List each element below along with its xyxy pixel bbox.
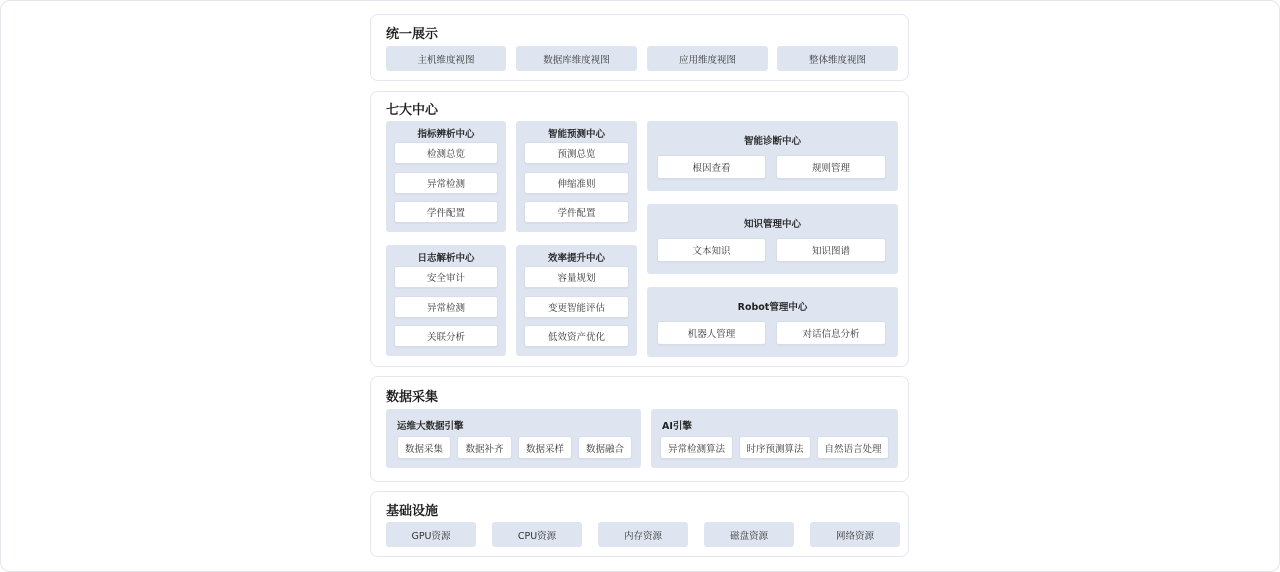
chip-disk[interactable]: 磁盘资源 bbox=[704, 522, 794, 547]
item-root-cause[interactable]: 根因查看 bbox=[657, 155, 766, 179]
panel-prediction-center bbox=[516, 121, 637, 232]
chip-cpu[interactable]: CPU资源 bbox=[492, 522, 582, 547]
panel-log-center bbox=[386, 245, 506, 356]
section-title: 七大中心 bbox=[386, 103, 439, 118]
panel-title: AI引擎 bbox=[662, 421, 692, 432]
item-data-sampling[interactable]: 数据采样 bbox=[518, 436, 572, 459]
section-seven-centers bbox=[370, 91, 909, 367]
panel-robot-center bbox=[647, 287, 898, 357]
section-unified-display bbox=[370, 14, 909, 81]
panel-title: 智能预测中心 bbox=[547, 129, 605, 140]
item-data-fusion[interactable]: 数据融合 bbox=[578, 436, 632, 459]
panel-title: Robot管理中心 bbox=[737, 302, 808, 313]
item-scaling-rules[interactable]: 伸缩准则 bbox=[524, 172, 629, 194]
panel-ai-engine bbox=[651, 409, 898, 468]
panel-title: 智能诊断中心 bbox=[743, 136, 801, 147]
item-detection-overview[interactable]: 检测总览 bbox=[394, 142, 498, 164]
item-robot-management[interactable]: 机器人管理 bbox=[657, 321, 766, 345]
item-security-audit[interactable]: 安全审计 bbox=[394, 266, 498, 288]
section-title: 统一展示 bbox=[386, 27, 439, 42]
item-correlation-analysis[interactable]: 关联分析 bbox=[394, 325, 498, 347]
section-infrastructure bbox=[370, 491, 909, 557]
panel-efficiency-center bbox=[516, 245, 637, 356]
item-knowledge-graph[interactable]: 知识图谱 bbox=[776, 238, 886, 262]
item-data-fill[interactable]: 数据补齐 bbox=[457, 436, 512, 459]
chip-application-view[interactable]: 应用维度视图 bbox=[647, 46, 768, 71]
item-anomaly-detection[interactable]: 异常检测 bbox=[394, 296, 498, 318]
item-timeseries-algorithm[interactable]: 时序预测算法 bbox=[739, 436, 811, 459]
section-data-collection bbox=[370, 376, 909, 482]
item-nlp[interactable]: 自然语言处理 bbox=[817, 436, 889, 459]
item-capacity-planning[interactable]: 容量规划 bbox=[524, 266, 629, 288]
panel-title: 运维大数据引擎 bbox=[397, 421, 464, 432]
panel-title: 知识管理中心 bbox=[743, 219, 801, 230]
item-change-assessment[interactable]: 变更智能评估 bbox=[524, 296, 629, 318]
panel-indicator-center bbox=[386, 121, 506, 232]
item-learnware-config[interactable]: 学件配置 bbox=[394, 201, 498, 223]
item-dialog-analysis[interactable]: 对话信息分析 bbox=[776, 321, 886, 345]
chip-network[interactable]: 网络资源 bbox=[810, 522, 900, 547]
item-learnware-config[interactable]: 学件配置 bbox=[524, 201, 629, 223]
item-anomaly-detection[interactable]: 异常检测 bbox=[394, 172, 498, 194]
item-data-collect[interactable]: 数据采集 bbox=[397, 436, 451, 459]
chip-gpu[interactable]: GPU资源 bbox=[386, 522, 476, 547]
chip-host-view[interactable]: 主机维度视图 bbox=[386, 46, 506, 71]
chip-database-view[interactable]: 数据库维度视图 bbox=[516, 46, 637, 71]
item-rule-management[interactable]: 规则管理 bbox=[776, 155, 886, 179]
panel-bigdata-engine bbox=[386, 409, 641, 468]
section-title: 数据采集 bbox=[386, 390, 439, 405]
panel-title: 指标辨析中心 bbox=[417, 129, 475, 140]
item-anomaly-algorithm[interactable]: 异常检测算法 bbox=[660, 436, 733, 459]
panel-title: 效率提升中心 bbox=[547, 253, 605, 264]
panel-title: 日志解析中心 bbox=[417, 253, 475, 264]
section-title: 基础设施 bbox=[386, 504, 439, 519]
item-prediction-overview[interactable]: 预测总览 bbox=[524, 142, 629, 164]
item-asset-optimization[interactable]: 低效资产优化 bbox=[524, 325, 629, 347]
panel-diagnosis-center bbox=[647, 121, 898, 191]
chip-memory[interactable]: 内存资源 bbox=[598, 522, 688, 547]
chip-overall-view[interactable]: 整体维度视图 bbox=[777, 46, 898, 71]
item-text-knowledge[interactable]: 文本知识 bbox=[657, 238, 766, 262]
panel-knowledge-center bbox=[647, 204, 898, 274]
